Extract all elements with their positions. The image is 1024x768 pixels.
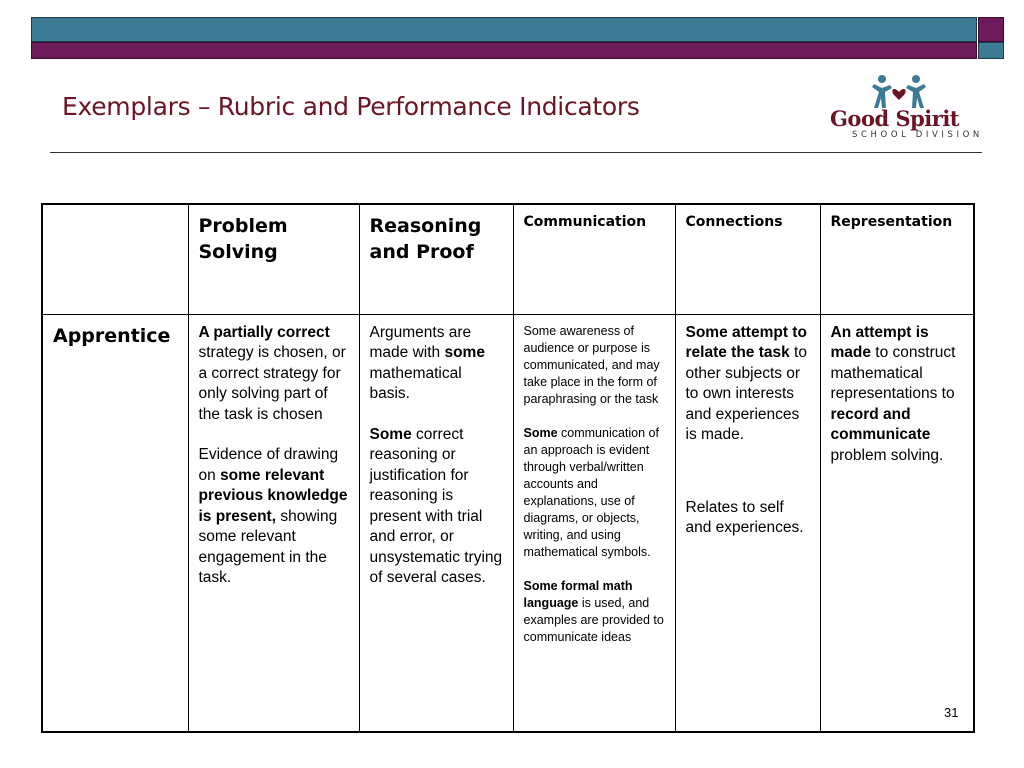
rubric-table: [41, 203, 975, 733]
table-header-row: [42, 204, 974, 314]
cell-problem-solving: A partially correct strategy is chosen, or a correct strategy for only solving part of the task is chosen Evidence of drawing on some relevant previous knowledge is present, showing some relevant engagement in the task.: [188, 314, 359, 732]
header-representation: Representation: [820, 204, 974, 314]
header-bar-teal: [31, 17, 977, 42]
slide-title: Exemplars – Rubric and Performance Indicators: [62, 92, 640, 121]
header-empty-cell: [42, 204, 188, 314]
header-problem-solving: Problem Solving: [188, 204, 359, 314]
slide-number: 31: [944, 705, 959, 720]
header-reasoning-and-proof: Reasoning and Proof: [359, 204, 513, 314]
header-square-purple: [978, 17, 1004, 42]
cell-connections: Some attempt to relate the task to other subjects or to own interests and experiences is made. Relates to self and experiences.: [675, 314, 820, 732]
row-label-apprentice: Apprentice: [42, 314, 188, 732]
logo-subtitle: SCHOOL DIVISION: [852, 130, 983, 140]
header-square-teal: [978, 42, 1004, 59]
header-communication: Communication: [513, 204, 675, 314]
cell-representation: An attempt is made to construct mathematical representations to record and communicate problem solving.: [820, 314, 974, 732]
two-people-heart-icon: [872, 74, 936, 110]
title-divider: [50, 152, 982, 153]
logo-name: Good Spirit: [830, 106, 960, 131]
header-connections: Connections: [675, 204, 820, 314]
cell-reasoning-and-proof: Arguments are made with some mathematical basis. Some correct reasoning or justification for reasoning is present with trial and error, or unsystematic trying of several cases.: [359, 314, 513, 732]
table-row-apprentice: [42, 314, 974, 732]
header-bar-purple: [31, 42, 977, 59]
good-spirit-logo: [828, 74, 983, 144]
cell-communication: Some awareness of audience or purpose is communicated, and may take place in the form of paraphrasing or the task Some communication of an approach is evident through verbal/written accounts and explanations, use of diagrams, or objects, writing, and using mathematical symbols. Some formal math language is used, and examples are provided to communicate ideas: [513, 314, 675, 732]
